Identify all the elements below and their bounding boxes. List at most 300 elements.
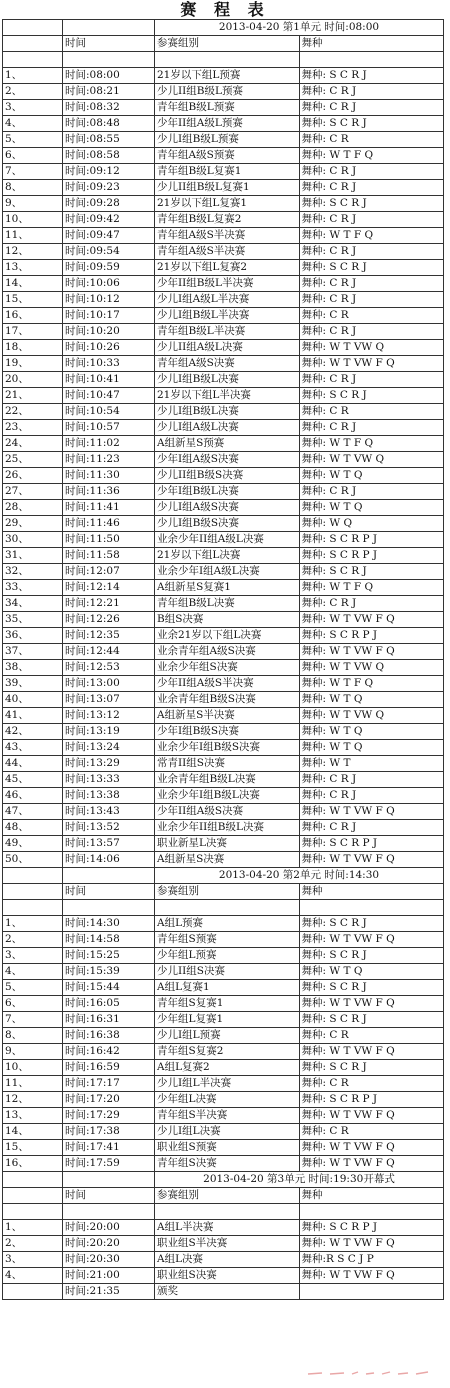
row-time: 时间:08:58 [63, 148, 155, 164]
row-number: 44、 [3, 756, 63, 772]
table-row [3, 500, 444, 516]
blank-cell [3, 20, 63, 36]
row-time: 时间:20:30 [63, 1252, 155, 1268]
table-row [3, 756, 444, 772]
row-time: 时间:14:06 [63, 852, 155, 868]
row-time: 时间:11:30 [63, 468, 155, 484]
row-time: 时间:17:41 [63, 1140, 155, 1156]
row-dance: 舞种: C R [299, 132, 444, 148]
row-time: 时间:20:20 [63, 1236, 155, 1252]
row-group: 青年组S复赛2 [155, 1044, 300, 1060]
row-number: 15、 [3, 292, 63, 308]
row-group: 青年组A级S预赛 [155, 148, 300, 164]
row-dance: 舞种: C R J [299, 276, 444, 292]
table-row [3, 308, 444, 324]
blank-cell [299, 900, 444, 916]
row-time: 时间:17:17 [63, 1076, 155, 1092]
row-time: 时间:08:21 [63, 84, 155, 100]
row-time: 时间:17:29 [63, 1108, 155, 1124]
row-number: 40、 [3, 692, 63, 708]
row-number: 21、 [3, 388, 63, 404]
row-group: A组新星S预赛 [155, 436, 300, 452]
row-group: 业余少年I组B级S决赛 [155, 740, 300, 756]
row-time: 时间:17:20 [63, 1092, 155, 1108]
table-row [3, 68, 444, 84]
row-time: 时间:20:00 [63, 1220, 155, 1236]
row-group: A组新星S半决赛 [155, 708, 300, 724]
table-row [3, 324, 444, 340]
row-dance: 舞种: W T Q [299, 692, 444, 708]
blank-cell [63, 1172, 155, 1188]
row-number: 36、 [3, 628, 63, 644]
row-number: 39、 [3, 676, 63, 692]
row-number: 4、 [3, 964, 63, 980]
row-group: 少年II组A级L预赛 [155, 116, 300, 132]
row-number: 13、 [3, 260, 63, 276]
row-time: 时间:11:36 [63, 484, 155, 500]
row-group: 少年组L复赛1 [155, 1012, 300, 1028]
table-row [3, 740, 444, 756]
row-group: 少儿II组B级L预赛 [155, 84, 300, 100]
row-number: 22、 [3, 404, 63, 420]
row-number: 1、 [3, 1220, 63, 1236]
row-time: 时间:10:41 [63, 372, 155, 388]
row-time: 时间:13:07 [63, 692, 155, 708]
empty-row [3, 900, 444, 916]
table-row [3, 340, 444, 356]
row-group: 常青II组S决赛 [155, 756, 300, 772]
row-dance: 舞种: C R J [299, 212, 444, 228]
table-row [3, 660, 444, 676]
row-dance: 舞种: W T Q [299, 468, 444, 484]
row-group: 业余少年II组B级L决赛 [155, 820, 300, 836]
row-number: 7、 [3, 164, 63, 180]
row-number: 35、 [3, 612, 63, 628]
row-time: 时间:13:29 [63, 756, 155, 772]
row-group: 青年组A级S半决赛 [155, 228, 300, 244]
table-row [3, 948, 444, 964]
row-number: 12、 [3, 244, 63, 260]
row-number: 5、 [3, 132, 63, 148]
row-group: 青年组S半决赛 [155, 1108, 300, 1124]
section-header-row [3, 868, 444, 884]
table-row [3, 980, 444, 996]
row-time: 时间:13:00 [63, 676, 155, 692]
row-group: 青年组S预赛 [155, 932, 300, 948]
row-time: 时间:16:31 [63, 1012, 155, 1028]
row-number: 42、 [3, 724, 63, 740]
row-number: 3、 [3, 948, 63, 964]
row-number: 38、 [3, 660, 63, 676]
row-group: 少儿I组B级S决赛 [155, 516, 300, 532]
row-dance: 舞种: S C R P J [299, 628, 444, 644]
row-dance: 舞种: C R [299, 1028, 444, 1044]
row-group: 少年II组A级S决赛 [155, 804, 300, 820]
row-dance: 舞种: C R J [299, 292, 444, 308]
row-dance: 舞种: W T VW F Q [299, 852, 444, 868]
row-number: 2、 [3, 932, 63, 948]
row-number: 6、 [3, 996, 63, 1012]
row-group: 少儿II组B级L复赛1 [155, 180, 300, 196]
table-row [3, 836, 444, 852]
row-dance: 舞种: W T F Q [299, 228, 444, 244]
table-row [3, 820, 444, 836]
blank-cell [299, 1204, 444, 1220]
row-group: 少儿I组A级S决赛 [155, 500, 300, 516]
row-group: 少儿II组A级L决赛 [155, 340, 300, 356]
blank-cell [63, 900, 155, 916]
row-dance: 舞种: C R J [299, 244, 444, 260]
table-row [3, 180, 444, 196]
row-time: 时间:12:35 [63, 628, 155, 644]
row-dance: 舞种:R S C J P [299, 1252, 444, 1268]
blank-cell [3, 1172, 63, 1188]
row-dance: 舞种: S C R J [299, 388, 444, 404]
row-number: 31、 [3, 548, 63, 564]
row-group: 青年组B级L复赛1 [155, 164, 300, 180]
row-group: 21岁以下组L复赛1 [155, 196, 300, 212]
table-row [3, 292, 444, 308]
row-group: 少儿I组B级L预赛 [155, 132, 300, 148]
row-dance: 舞种: S C R P J [299, 1220, 444, 1236]
table-row [3, 596, 444, 612]
row-time: 时间:12:14 [63, 580, 155, 596]
row-group: 少儿II组S决赛 [155, 964, 300, 980]
row-time: 时间:10:47 [63, 388, 155, 404]
row-number: 7、 [3, 1012, 63, 1028]
row-time: 时间:09:42 [63, 212, 155, 228]
row-number: 8、 [3, 180, 63, 196]
row-number: 45、 [3, 772, 63, 788]
row-number: 5、 [3, 980, 63, 996]
row-group: 业余少年I组B级L决赛 [155, 788, 300, 804]
row-dance: 舞种: C R J [299, 420, 444, 436]
row-group: 业余青年组B级S决赛 [155, 692, 300, 708]
table-row [3, 564, 444, 580]
column-label [3, 36, 63, 52]
blank-cell [155, 52, 300, 68]
section-header-row [3, 1172, 444, 1188]
row-time: 时间:09:12 [63, 164, 155, 180]
schedule-table [2, 19, 444, 1300]
empty-row [3, 1204, 444, 1220]
row-time: 时间:16:42 [63, 1044, 155, 1060]
column-label: 舞种 [299, 36, 444, 52]
row-number: 2、 [3, 84, 63, 100]
row-group: 少年组L决赛 [155, 1092, 300, 1108]
row-time: 时间:08:32 [63, 100, 155, 116]
row-number: 16、 [3, 308, 63, 324]
table-row [3, 708, 444, 724]
column-label: 参赛组别 [155, 1188, 300, 1204]
table-row [3, 132, 444, 148]
column-label: 参赛组别 [155, 884, 300, 900]
row-dance: 舞种: W T VW Q [299, 340, 444, 356]
row-number: 32、 [3, 564, 63, 580]
row-time: 时间:15:39 [63, 964, 155, 980]
table-row [3, 692, 444, 708]
row-group: 少儿I组L半决赛 [155, 1076, 300, 1092]
row-time: 时间:13:19 [63, 724, 155, 740]
table-row [3, 1124, 444, 1140]
table-row [3, 644, 444, 660]
table-row [3, 260, 444, 276]
row-dance: 舞种: S C R J [299, 916, 444, 932]
row-time: 时间:17:59 [63, 1156, 155, 1172]
row-dance: 舞种: C R J [299, 772, 444, 788]
row-number: 3、 [3, 1252, 63, 1268]
column-label: 时间 [63, 1188, 155, 1204]
row-dance: 舞种: W T VW F Q [299, 644, 444, 660]
row-time: 时间:12:07 [63, 564, 155, 580]
row-group: 少儿I组B级L决赛 [155, 404, 300, 420]
row-time: 时间:16:05 [63, 996, 155, 1012]
row-group: 青年组B级L决赛 [155, 596, 300, 612]
row-time: 时间:11:50 [63, 532, 155, 548]
row-time: 时间:11:02 [63, 436, 155, 452]
row-number: 26、 [3, 468, 63, 484]
row-group: A组L复赛1 [155, 980, 300, 996]
column-label [3, 884, 63, 900]
row-dance: 舞种: C R J [299, 596, 444, 612]
table-row [3, 932, 444, 948]
row-number: 17、 [3, 324, 63, 340]
table-row [3, 532, 444, 548]
row-group: 少儿I组L决赛 [155, 1124, 300, 1140]
row-dance: 舞种: S C R J [299, 564, 444, 580]
row-time: 时间:13:24 [63, 740, 155, 756]
column-label: 时间 [63, 884, 155, 900]
blank-cell [299, 52, 444, 68]
table-row [3, 1236, 444, 1252]
row-number: 14、 [3, 1124, 63, 1140]
table-row [3, 580, 444, 596]
row-dance: 舞种: S C R P J [299, 836, 444, 852]
row-time: 时间:21:35 [63, 1284, 155, 1300]
row-dance: 舞种: S C R J [299, 116, 444, 132]
row-number: 48、 [3, 820, 63, 836]
row-time: 时间:09:47 [63, 228, 155, 244]
table-row [3, 964, 444, 980]
row-time: 时间:09:54 [63, 244, 155, 260]
row-time: 时间:10:54 [63, 404, 155, 420]
table-row [3, 1028, 444, 1044]
row-group: A组新星S复赛1 [155, 580, 300, 596]
row-time: 时间:12:53 [63, 660, 155, 676]
row-group: 21岁以下组L预赛 [155, 68, 300, 84]
row-time: 时间:13:43 [63, 804, 155, 820]
column-label-row [3, 36, 444, 52]
row-time: 时间:11:58 [63, 548, 155, 564]
table-row [3, 1252, 444, 1268]
row-dance: 舞种: S C R J [299, 68, 444, 84]
column-label: 参赛组别 [155, 36, 300, 52]
row-time: 时间:21:00 [63, 1268, 155, 1284]
row-number: 9、 [3, 1044, 63, 1060]
row-dance [299, 1284, 444, 1300]
row-number: 2、 [3, 1236, 63, 1252]
row-group: 21岁以下组L决赛 [155, 548, 300, 564]
row-time: 时间:11:41 [63, 500, 155, 516]
row-dance: 舞种: C R [299, 308, 444, 324]
table-row [3, 228, 444, 244]
row-number: 11、 [3, 228, 63, 244]
row-group: 青年组B级L复赛2 [155, 212, 300, 228]
row-dance: 舞种: W T Q [299, 964, 444, 980]
row-time: 时间:12:21 [63, 596, 155, 612]
row-time: 时间:10:20 [63, 324, 155, 340]
row-group: 青年组S决赛 [155, 1156, 300, 1172]
row-number: 20、 [3, 372, 63, 388]
blank-cell [155, 1204, 300, 1220]
row-group: 少儿I组A级L半决赛 [155, 292, 300, 308]
row-number: 37、 [3, 644, 63, 660]
row-time: 时间:13:12 [63, 708, 155, 724]
row-dance: 舞种: C R J [299, 820, 444, 836]
row-group: 少年I组B级L决赛 [155, 484, 300, 500]
table-row [3, 676, 444, 692]
row-dance: 舞种: C R J [299, 484, 444, 500]
row-time: 时间:17:38 [63, 1124, 155, 1140]
row-group: 职业组S决赛 [155, 1268, 300, 1284]
row-time: 时间:10:33 [63, 356, 155, 372]
blank-cell [63, 52, 155, 68]
table-row [3, 148, 444, 164]
column-label-row [3, 1188, 444, 1204]
row-group: 少年I组B级S决赛 [155, 724, 300, 740]
row-dance: 舞种: C R [299, 1124, 444, 1140]
row-number [3, 1284, 63, 1300]
row-group: 青年组S复赛1 [155, 996, 300, 1012]
row-number: 18、 [3, 340, 63, 356]
row-group: 少年II组A级S半决赛 [155, 676, 300, 692]
row-dance: 舞种: W T VW F Q [299, 996, 444, 1012]
table-row [3, 100, 444, 116]
table-row [3, 612, 444, 628]
row-number: 4、 [3, 1268, 63, 1284]
row-number: 47、 [3, 804, 63, 820]
row-time: 时间:15:44 [63, 980, 155, 996]
row-number: 34、 [3, 596, 63, 612]
row-dance: 舞种: W T VW F Q [299, 356, 444, 372]
row-group: 业余少年组S决赛 [155, 660, 300, 676]
row-dance: 舞种: S C R J [299, 1012, 444, 1028]
row-dance: 舞种: W T [299, 756, 444, 772]
row-dance: 舞种: C R J [299, 788, 444, 804]
row-dance: 舞种: C R [299, 404, 444, 420]
table-row [3, 1060, 444, 1076]
table-row [3, 788, 444, 804]
row-group: 少年组L预赛 [155, 948, 300, 964]
row-time: 时间:08:00 [63, 68, 155, 84]
blank-cell [3, 52, 63, 68]
section-header: 2013-04-20 第3单元 时间:19:30开幕式 [155, 1172, 444, 1188]
row-group: 少年II组B级L半决赛 [155, 276, 300, 292]
row-dance: 舞种: W T VW Q [299, 660, 444, 676]
row-dance: 舞种: W T F Q [299, 436, 444, 452]
row-time: 时间:16:59 [63, 1060, 155, 1076]
row-group: A组新星S决赛 [155, 852, 300, 868]
row-dance: 舞种: C R J [299, 84, 444, 100]
row-time: 时间:13:52 [63, 820, 155, 836]
table-row [3, 1076, 444, 1092]
row-dance: 舞种: C R J [299, 324, 444, 340]
row-dance: 舞种: W T VW F Q [299, 1108, 444, 1124]
signature-mark [300, 1362, 440, 1380]
row-dance: 舞种: W Q [299, 516, 444, 532]
row-dance: 舞种: W T VW F Q [299, 932, 444, 948]
row-dance: 舞种: S C R P J [299, 1092, 444, 1108]
row-group: 少年I组A级S决赛 [155, 452, 300, 468]
row-dance: 舞种: W T VW F Q [299, 1268, 444, 1284]
table-row [3, 996, 444, 1012]
row-number: 12、 [3, 1092, 63, 1108]
row-number: 43、 [3, 740, 63, 756]
table-row [3, 628, 444, 644]
section-header: 2013-04-20 第2单元 时间:14:30 [155, 868, 444, 884]
row-group: B组S决赛 [155, 612, 300, 628]
blank-cell [155, 900, 300, 916]
table-row [3, 116, 444, 132]
row-number: 29、 [3, 516, 63, 532]
row-number: 1、 [3, 68, 63, 84]
row-group: 少儿I组B级L决赛 [155, 372, 300, 388]
row-dance: 舞种: W T Q [299, 500, 444, 516]
row-number: 24、 [3, 436, 63, 452]
table-row [3, 1220, 444, 1236]
blank-cell [63, 1204, 155, 1220]
row-time: 时间:12:44 [63, 644, 155, 660]
row-dance: 舞种: W T VW F Q [299, 1236, 444, 1252]
row-number: 23、 [3, 420, 63, 436]
row-dance: 舞种: W T F Q [299, 676, 444, 692]
table-row [3, 388, 444, 404]
row-number: 33、 [3, 580, 63, 596]
row-dance: 舞种: S C R J [299, 196, 444, 212]
row-number: 27、 [3, 484, 63, 500]
column-label: 舞种 [299, 884, 444, 900]
row-number: 10、 [3, 212, 63, 228]
table-row [3, 164, 444, 180]
row-time: 时间:08:55 [63, 132, 155, 148]
row-time: 时间:11:23 [63, 452, 155, 468]
table-row [3, 804, 444, 820]
row-group: 21岁以下组L复赛2 [155, 260, 300, 276]
row-group: 颁奖 [155, 1284, 300, 1300]
row-number: 19、 [3, 356, 63, 372]
row-dance: 舞种: S C R J [299, 1060, 444, 1076]
row-number: 4、 [3, 116, 63, 132]
table-row [3, 276, 444, 292]
empty-row [3, 52, 444, 68]
row-number: 41、 [3, 708, 63, 724]
blank-cell [3, 868, 63, 884]
table-row [3, 468, 444, 484]
row-group: 业余21岁以下组L决赛 [155, 628, 300, 644]
table-row [3, 372, 444, 388]
row-time: 时间:09:23 [63, 180, 155, 196]
table-row [3, 420, 444, 436]
row-number: 11、 [3, 1076, 63, 1092]
table-row [3, 1108, 444, 1124]
table-row [3, 916, 444, 932]
row-number: 28、 [3, 500, 63, 516]
row-group: 青年组B级L预赛 [155, 100, 300, 116]
row-dance: 舞种: C R J [299, 180, 444, 196]
blank-cell [3, 900, 63, 916]
row-time: 时间:10:06 [63, 276, 155, 292]
row-group: 业余少年I组A级L决赛 [155, 564, 300, 580]
